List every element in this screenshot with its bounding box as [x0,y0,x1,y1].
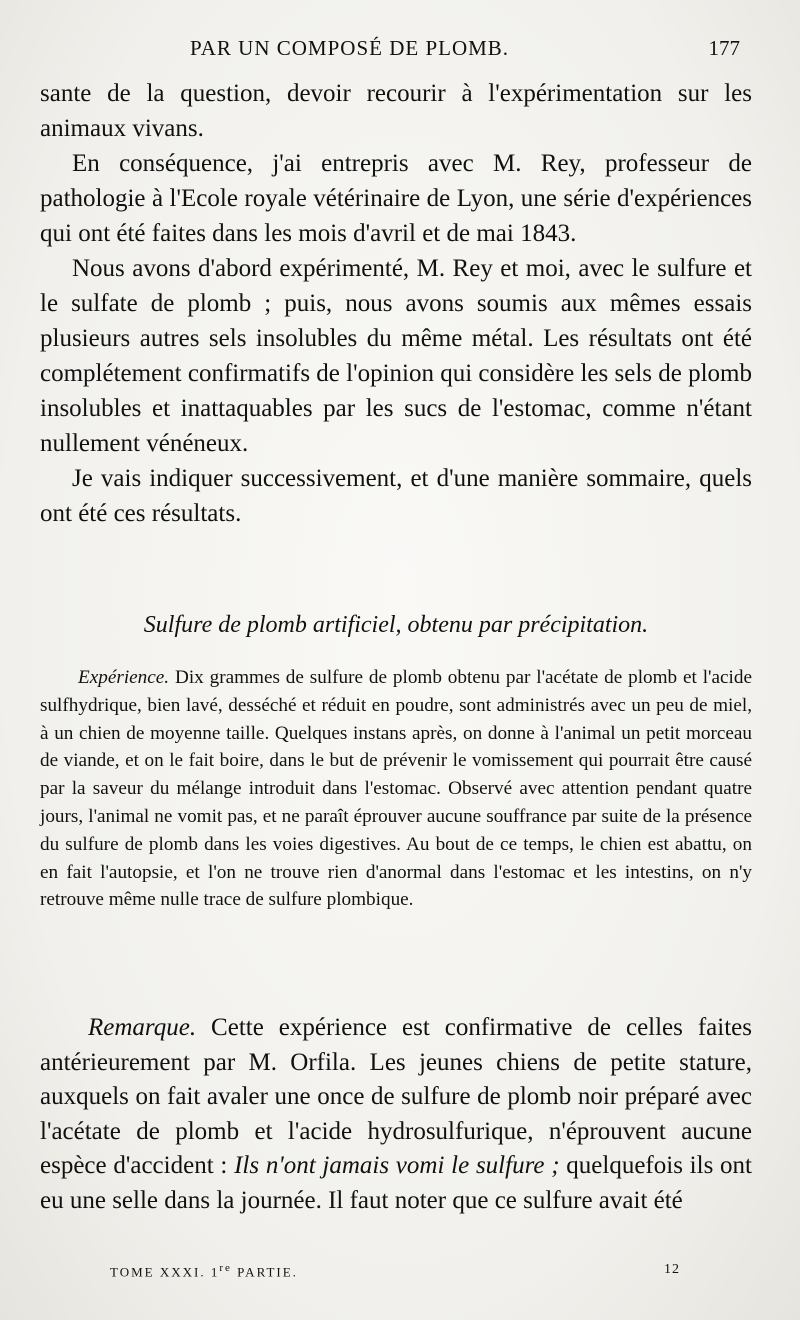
intro-text [40,76,752,531]
signature-partie: PARTIE. [231,1264,298,1280]
section-heading: Sulfure de plomb artificiel, obtenu par précipitation. [143,612,649,638]
running-title: PAR UN COMPOSÉ DE PLOMB. [190,36,510,60]
remark-text-1: Cette expérience est confirmative de celles faites antérieurement par M. Orfila. Les jeunes chiens de petite stature, auxquels on fait avaler une once de sulfure de plomb noir préparé avec l'acétate de plomb et l'acide hydrosulfurique, n'éprouvent aucune espèce d'accident : [40,1014,752,1179]
page-footer [110,1262,680,1286]
paragraph-summary-announcement: Je vais indiquer successivement, et d'une manière sommaire, quels ont été ces résultats. [40,465,752,527]
experiment-paragraph [40,664,752,914]
remark-paragraph [40,1011,752,1218]
continued-paragraph: sante de la question, devoir recourir à l'expérimentation sur les animaux vivans. [40,80,752,142]
experiment-text: Dix grammes de sulfure de plomb obtenu par l'acétate de plomb et l'acide sulfhydrique, bien lavé, desséché et réduit en poudre, sont administrés avec un peu de miel, à un chien de moyenne taille. Quelques instans après, on donne à l'animal un petit morceau de viande, et on le fait boire, dans le but de prévenir le vomissement qui pourrait être causé par la saveur du mélange introduit dans l'estomac. Observé avec attention pendant quatre jours, l'animal ne vomit pas, et ne paraît éprouver aucune souffrance par suite de la présence du sulfure de plomb dans les voies digestives. Au bout de ce temps, le chien est abattu, on en fait l'autopsie, et l'on ne trouve rien d'anormal dans l'estomac et les intestins, on n'y retrouve même nulle trace de sulfure plombique. [40,667,752,911]
running-header [40,36,740,66]
paragraph-experiments-with-rey: En conséquence, j'ai entrepris avec M. Rey, professeur de pathologie à l'Ecole royale vétérinaire de Lyon, une série d'expériences qui ont été faites dans les mois d'avril et de mai 1843. [40,150,752,247]
paragraph-results: Nous avons d'abord expérimenté, M. Rey et moi, avec le sulfure et le sulfate de plomb ; puis, nous avons soumis aux mêmes essais plusieurs autres sels insolubles du même métal. Les résultats ont été complétement confirmatifs de l'opinion qui considère les sels de plomb insolubles et inattaquables par les sucs de l'estomac, comme n'étant nullement vénéneux. [40,255,752,457]
remark-label: Remarque. [88,1014,197,1041]
remark-block [40,1011,752,1218]
sheet-number: 12 [664,1262,680,1277]
signature-tome: TOME XXXI. 1 [110,1264,220,1280]
experiment-block [40,664,752,914]
experiment-label: Expérience. [78,667,170,688]
remark-quote: Ils n'ont jamais vomi le sulfure ; [234,1152,560,1179]
signature-superscript: re [219,1262,232,1274]
remark-text-2: quelquefois ils ont eu une selle dans la journée. Il faut noter que ce sulfure avait été [40,1152,752,1214]
page-number: 177 [708,36,740,60]
volume-signature [110,1262,298,1280]
